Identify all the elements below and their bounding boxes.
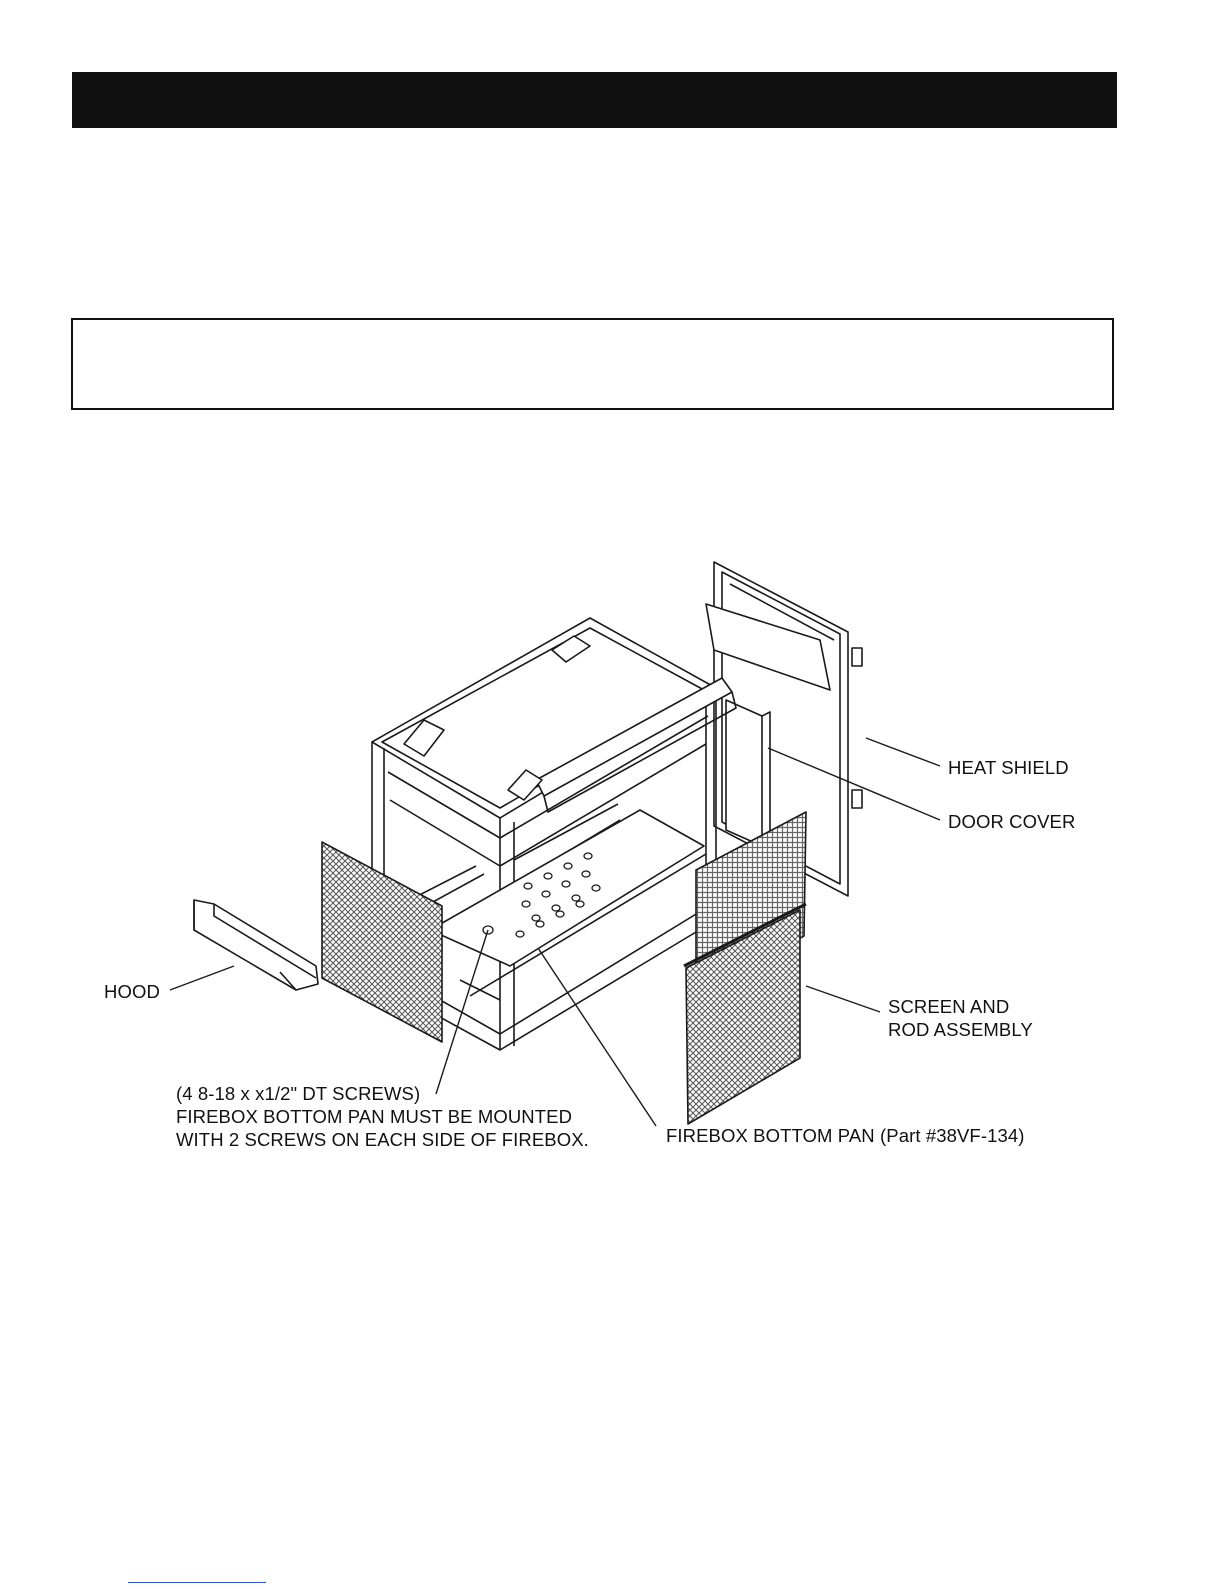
footer-link-underline[interactable] — [128, 1582, 266, 1583]
left-screen — [322, 842, 442, 1042]
label-heat-shield: HEAT SHIELD — [948, 757, 1069, 778]
label-screen-and: SCREEN AND — [888, 996, 1010, 1017]
label-door-cover: DOOR COVER — [948, 811, 1076, 832]
label-two-screws: WITH 2 SCREWS ON EACH SIDE OF FIREBOX. — [176, 1129, 589, 1150]
label-rod-assembly: ROD ASSEMBLY — [888, 1019, 1033, 1040]
label-bottom-pan: FIREBOX BOTTOM PAN (Part #38VF-134) — [666, 1125, 1025, 1146]
firebox-bottom-pan — [430, 810, 704, 966]
hood — [194, 900, 318, 990]
label-hood: HOOD — [104, 981, 160, 1002]
label-must-mount: FIREBOX BOTTOM PAN MUST BE MOUNTED — [176, 1106, 573, 1127]
label-screws: (4 8-18 x x1/2" DT SCREWS) — [176, 1083, 421, 1104]
